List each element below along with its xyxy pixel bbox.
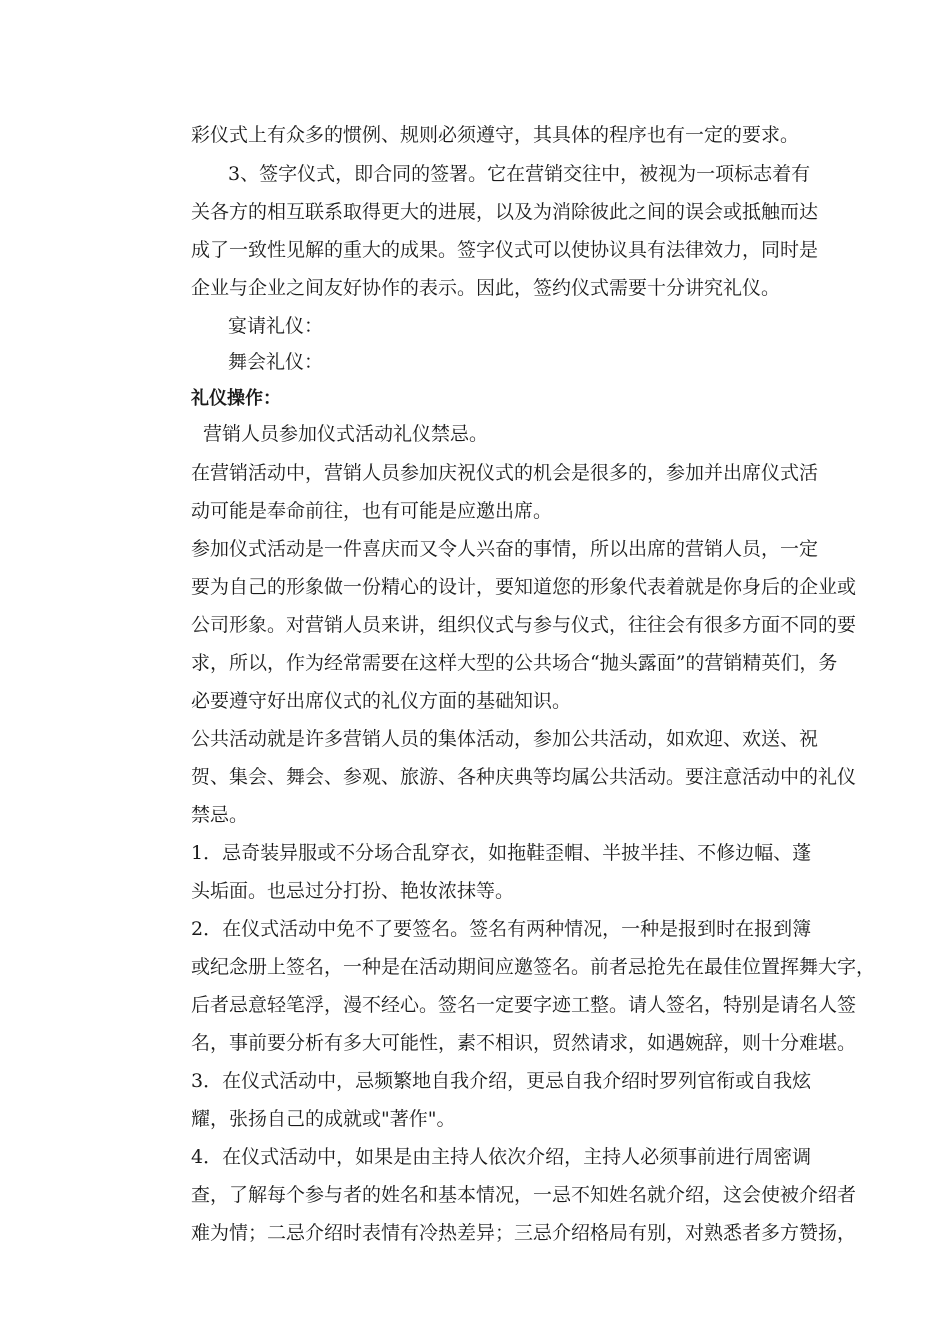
- text-line: 企业与企业之间友好协作的表示。因此，签约仪式需要十分讲究礼仪。: [191, 277, 781, 299]
- text-line: 必要遵守好出席仪式的礼仪方面的基础知识。: [191, 690, 572, 712]
- text-line: 名，事前要分析有多大可能性，素不相识，贸然请求，如遇婉辞，则十分难堪。: [191, 1032, 857, 1054]
- text-line: 2．在仪式活动中免不了要签名。签名有两种情况，一种是报到时在报到簿: [191, 918, 812, 940]
- text-line: 公共活动就是许多营销人员的集体活动，参加公共活动，如欢迎、欢送、祝: [191, 728, 819, 750]
- subheading: 宴请礼仪：: [228, 315, 324, 337]
- text-line: 求，所以，作为经常需要在这样大型的公共场合“抛头露面”的营销精英们，务: [191, 652, 838, 674]
- text-line: 营销人员参加仪式活动礼仪禁忌。: [203, 423, 489, 445]
- text-line: 动可能是奉命前往，也有可能是应邀出席。: [191, 500, 553, 522]
- text-line: 公司形象。对营销人员来讲，组织仪式与参与仪式，往往会有很多方面不同的要: [191, 614, 857, 636]
- text-line: 头垢面。也忌过分打扮、艳妆浓抹等。: [191, 880, 515, 902]
- text-line: 关各方的相互联系取得更大的进展，以及为消除彼此之间的误会或抵触而达: [191, 201, 819, 223]
- subheading: 舞会礼仪：: [228, 351, 324, 373]
- text-line: 耀，张扬自己的成就或"著作"。: [191, 1108, 456, 1130]
- text-line: 1．忌奇装异服或不分场合乱穿衣，如拖鞋歪帽、半披半挂、不修边幅、蓬: [191, 842, 812, 864]
- text-line: 后者忌意轻笔浮，漫不经心。签名一定要字迹工整。请人签名，特别是请名人签: [191, 994, 857, 1016]
- text-line: 彩仪式上有众多的惯例、规则必须遵守，其具体的程序也有一定的要求。: [191, 124, 800, 146]
- text-line: 禁忌。: [191, 804, 249, 826]
- text-line: 成了一致性见解的重大的成果。签字仪式可以使协议具有法律效力，同时是: [191, 239, 819, 261]
- text-line: 3．在仪式活动中，忌频繁地自我介绍，更忌自我介绍时罗列官衔或自我炫: [191, 1070, 812, 1092]
- text-line: 或纪念册上签名，一种是在活动期间应邀签名。前者忌抢先在最佳位置挥舞大字，: [191, 956, 876, 978]
- text-line: 3、签字仪式，即合同的签署。它在营销交往中，被视为一项标志着有: [228, 163, 811, 185]
- text-line: 查，了解每个参与者的姓名和基本情况，一忌不知姓名就介绍，这会使被介绍者: [191, 1184, 857, 1206]
- text-line: 难为情；二忌介绍时表情有冷热差异；三忌介绍格局有别，对熟悉者多方赞扬，: [191, 1222, 857, 1244]
- text-line: 在营销活动中，营销人员参加庆祝仪式的机会是很多的，参加并出席仪式活: [191, 462, 819, 484]
- text-line: 参加仪式活动是一件喜庆而又令人兴奋的事情，所以出席的营销人员，一定: [191, 538, 819, 560]
- text-line: 4．在仪式活动中，如果是由主持人依次介绍，主持人必须事前进行周密调: [191, 1146, 812, 1168]
- section-heading: 礼仪操作：: [191, 388, 281, 409]
- text-line: 贺、集会、舞会、参观、旅游、各种庆典等均属公共活动。要注意活动中的礼仪: [191, 766, 857, 788]
- text-line: 要为自己的形象做一份精心的设计，要知道您的形象代表着就是你身后的企业或: [191, 576, 857, 598]
